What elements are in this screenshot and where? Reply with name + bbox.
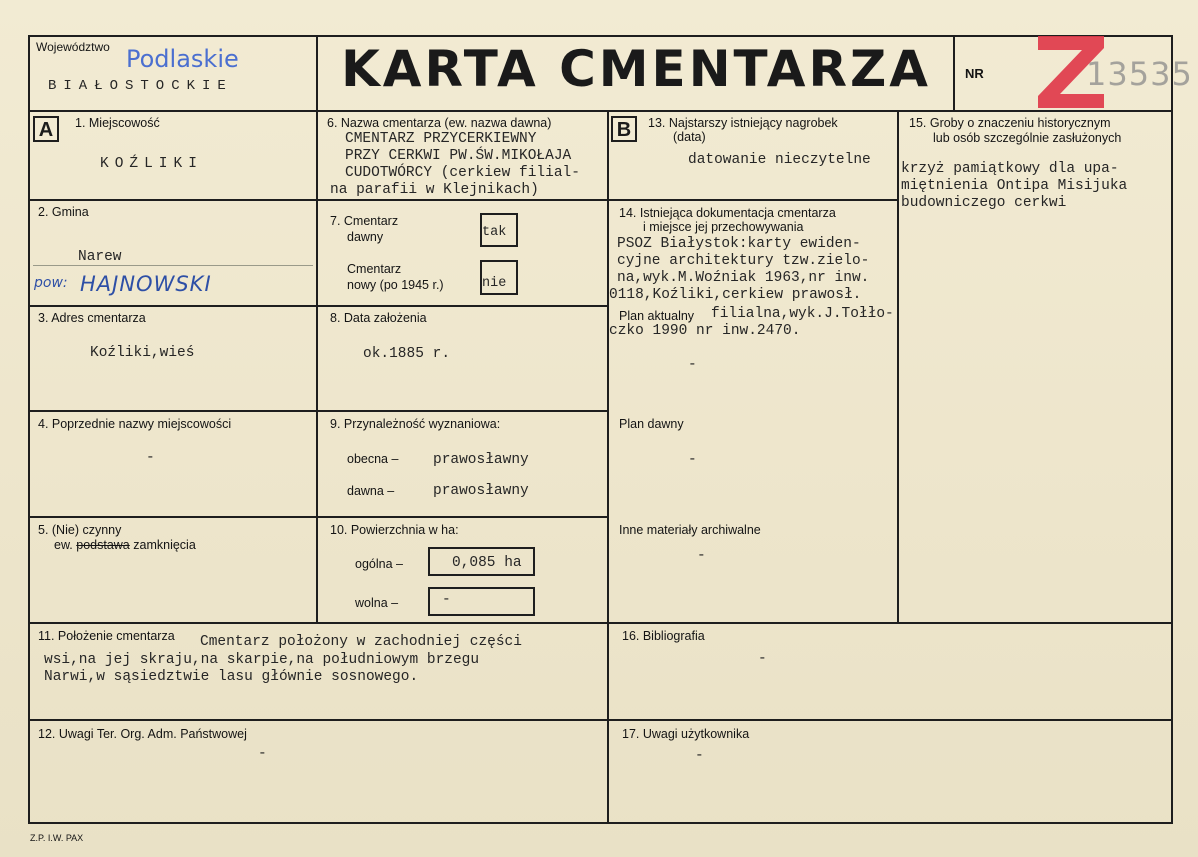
card-title: KARTA CMENTARZA [341, 40, 931, 98]
row-line-lower-2 [28, 719, 1173, 721]
row-line-2a [28, 305, 318, 307]
f5-suffix: zamknięcia [133, 538, 196, 552]
f14-line-2: cyjne architektury tzw.zielo- [617, 253, 870, 269]
old-region: BIAŁOSTOCKIE [48, 78, 233, 94]
section-a-box: A [33, 116, 59, 142]
frame-bottom [28, 822, 1173, 824]
f7-label-b1: Cmentarz [347, 262, 402, 276]
f14-inne-label: Inne materiały archiwalne [619, 523, 761, 537]
f10-label: 10. Powierzchnia w ha: [330, 523, 459, 537]
f12-value: - [258, 746, 267, 762]
f11-label: 11. Położenie cmentarza [38, 629, 175, 643]
f14-line-4: 0118,Koźliki,cerkiew prawosł. [609, 287, 862, 303]
wojewodztwo-value: Podlaskie [126, 45, 239, 73]
f17-label: 17. Uwagi użytkownika [622, 727, 750, 741]
row-line-lower [28, 622, 1173, 624]
f2-pow-label: pow: [34, 275, 68, 291]
frame-top [28, 35, 1173, 37]
f6-line-1: CMENTARZ PRZYCERKIEWNY [345, 131, 537, 147]
frame-right [1171, 35, 1173, 824]
f10-wolna-label: wolna – [355, 596, 399, 610]
f5-struck-word: podstawa [76, 538, 130, 552]
f6-line-2: PRZY CERKWI PW.ŚW.MIKOŁAJA [345, 148, 572, 164]
f2-pow-value: HAJNOWSKI [80, 272, 212, 296]
printer-mark: Z.P. I.W. PAX [30, 833, 84, 843]
f11-line-1: Cmentarz położony w zachodniej części [200, 634, 522, 650]
nr-label: NR [965, 66, 984, 81]
f7-label-a1: 7. Cmentarz [330, 214, 399, 228]
f14-plan-aktualny-line-2: czko 1990 nr inw.2470. [609, 323, 801, 339]
f9-dawna-label: dawna – [347, 484, 395, 498]
f7-value-b: nie [482, 276, 507, 291]
f15-line-3: budowniczego cerkwi [901, 195, 1067, 211]
col-divider-2 [607, 110, 609, 822]
row-line-1a [28, 199, 318, 201]
f14-plan-aktualny-label: Plan aktualny [619, 309, 695, 323]
row-line-4a [28, 516, 318, 518]
f3-value: Koźliki,wieś [90, 345, 195, 361]
f15-label-1: 15. Groby o znaczeniu historycznym [909, 116, 1111, 130]
row-line-4b [316, 516, 609, 518]
f8-label: 8. Data założenia [330, 311, 427, 325]
row-line-13 [607, 199, 899, 201]
row-line-1b [316, 199, 609, 201]
f14-line-3: na,wyk.M.Woźniak 1963,nr inw. [617, 270, 870, 286]
section-b-box: B [611, 116, 637, 142]
f4-label: 4. Poprzednie nazwy miejscowości [38, 417, 232, 431]
f9-label: 9. Przynależność wyznaniowa: [330, 417, 501, 431]
col-divider-3 [897, 110, 899, 622]
f14-plan-dawny-value: - [688, 452, 697, 468]
f13-value: datowanie nieczytelne [688, 152, 871, 168]
f7-value-a: tak [482, 225, 507, 240]
f15-line-1: krzyż pamiątkowy dla upa- [901, 161, 1119, 177]
f1-label: 1. Miejscowość [75, 116, 160, 130]
f8-value: ok.1885 r. [363, 346, 451, 362]
nr-value: 13535 [1086, 55, 1193, 93]
f9-obecna-label: obecna – [347, 452, 399, 466]
f10-ogolna-value: 0,085 ha [452, 555, 522, 571]
col-divider-1 [316, 35, 318, 622]
f15-line-2: miętnienia Ontipa Misijuka [901, 178, 1128, 194]
frame-left [28, 35, 30, 824]
f6-label: 6. Nazwa cmentarza (ew. nazwa dawna) [327, 116, 552, 130]
f9-obecna-value: prawosławny [433, 452, 529, 468]
f5-label-line2 [54, 538, 196, 553]
f13-label-2: (data) [673, 130, 706, 144]
f14-plan-aktualny-dash: - [688, 357, 697, 373]
f10-ogolna-label: ogólna – [355, 557, 403, 571]
f16-value: - [758, 651, 767, 667]
f14-plan-dawny-label: Plan dawny [619, 417, 684, 431]
wojewodztwo-label: Województwo [36, 40, 110, 54]
f14-label-1: 14. Istniejąca dokumentacja cmentarza [619, 206, 836, 220]
row-line-2b [316, 305, 609, 307]
f10-wolna-value: - [442, 592, 451, 608]
f9-dawna-value: prawosławny [433, 483, 529, 499]
f2-value: Narew [78, 249, 122, 265]
gmina-underline [33, 265, 313, 266]
f5-label: 5. (Nie) czynny [38, 523, 122, 537]
f3-label: 3. Adres cmentarza [38, 311, 146, 325]
row-line-3b [316, 410, 609, 412]
f5-prefix: ew. [54, 538, 73, 552]
f11-line-2: wsi,na jej skraju,na skarpie,na południowym brzegu [44, 652, 480, 668]
f2-label: 2. Gmina [38, 205, 89, 219]
f17-value: - [695, 748, 704, 764]
row-line-3a [28, 410, 318, 412]
f12-label: 12. Uwagi Ter. Org. Adm. Państwowej [38, 727, 247, 741]
f14-plan-aktualny-line-1: filialna,wyk.J.Tołło- [711, 306, 894, 322]
header-bottom-line [28, 110, 1173, 112]
f14-inne-value: - [697, 548, 706, 564]
f7-label-b2: nowy (po 1945 r.) [347, 278, 444, 292]
f15-label-2: lub osób szczególnie zasłużonych [933, 131, 1122, 145]
f14-line-1: PSOZ Białystok:karty ewiden- [617, 236, 861, 252]
f4-value: - [146, 450, 155, 466]
f7-label-a2: dawny [347, 230, 384, 244]
f13-label-1: 13. Najstarszy istniejący nagrobek [648, 116, 838, 130]
f6-line-3: CUDOTWÓRCY (cerkiew filial- [345, 165, 580, 181]
f6-line-4: na parafii w Klejnikach) [330, 182, 539, 198]
f16-label: 16. Bibliografia [622, 629, 705, 643]
f14-label-2: i miejsce jej przechowywania [643, 220, 804, 234]
f11-line-3: Narwi,w sąsiedztwie lasu głównie sosnowego. [44, 669, 419, 685]
f1-value: KOŹLIKI [100, 156, 203, 172]
